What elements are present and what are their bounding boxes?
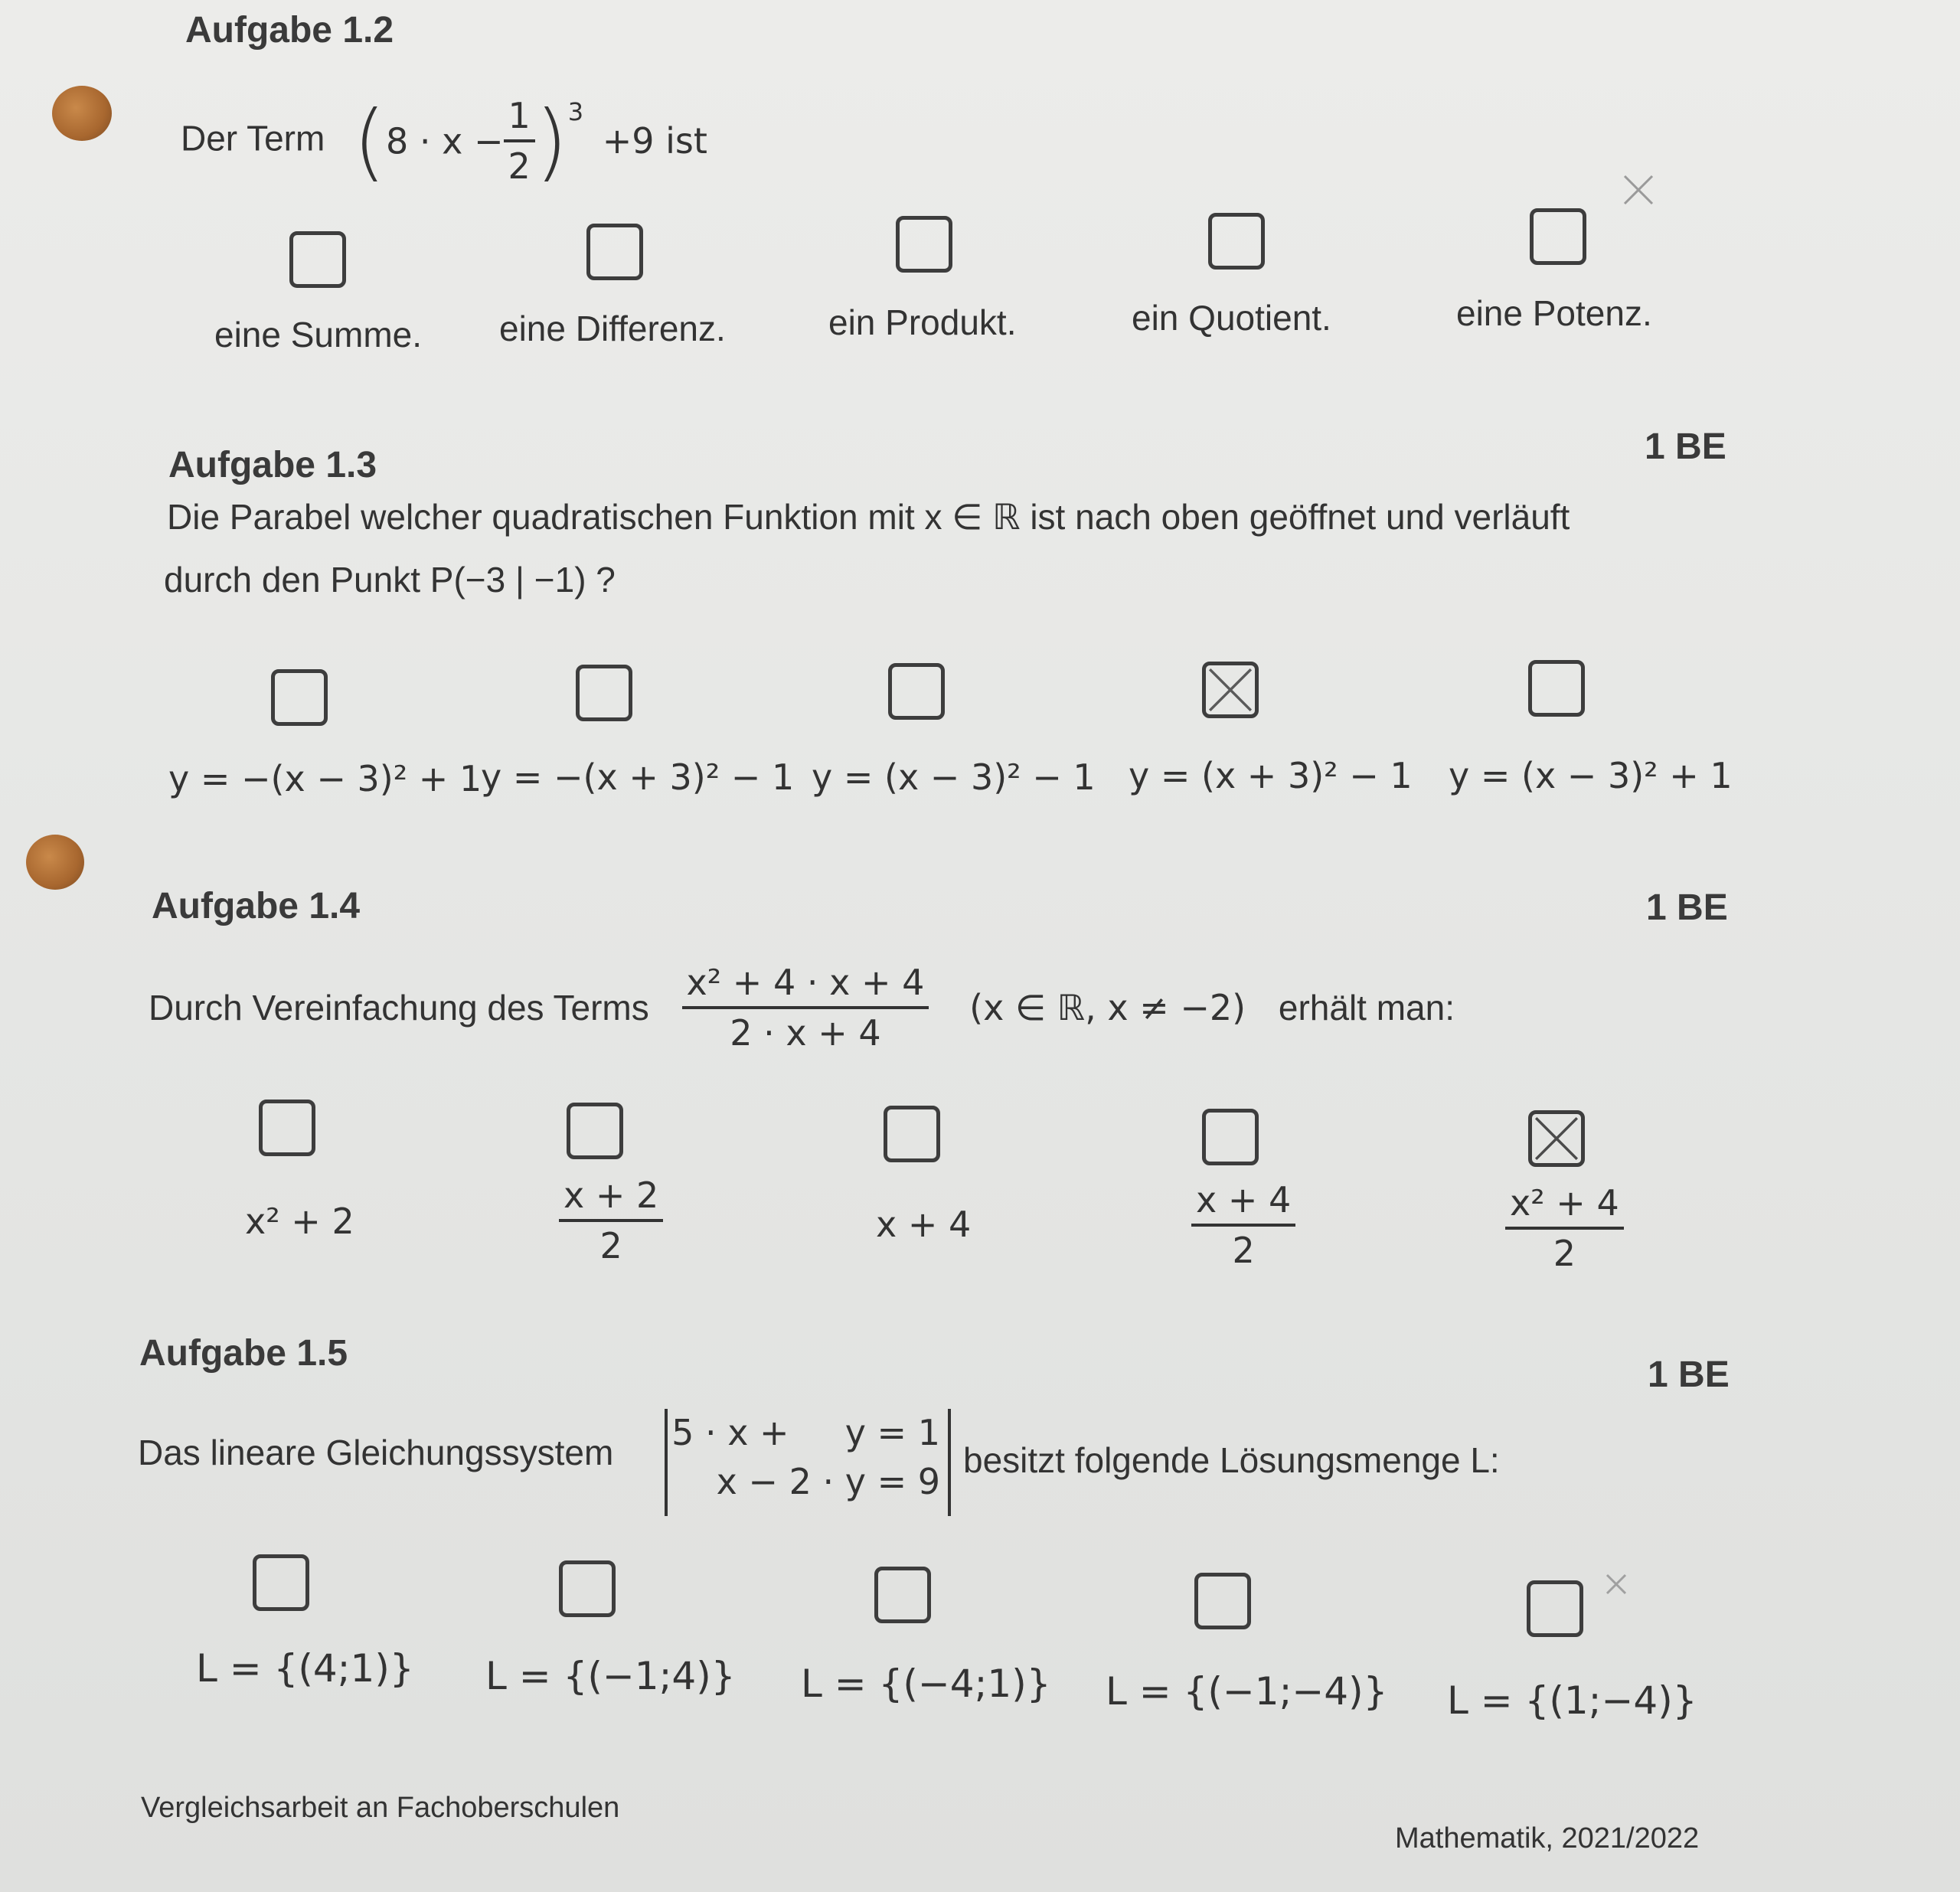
task-1-5-option-3: L = {(−4;1)} [801,1662,1051,1706]
task-1-2-exponent: 3 [567,96,584,126]
task-1-3-option-5: y = (x − 3)² + 1 [1449,755,1733,796]
task-1-4-option-4-num: x + 4 [1191,1179,1295,1227]
task-1-3-points: 1 BE [1645,426,1726,467]
task-1-2-checkbox-4[interactable] [1208,213,1265,270]
task-1-3-checkbox-4-checked[interactable] [1202,662,1259,718]
task-1-3-title: Aufgabe 1.3 [168,445,377,485]
check-cross-icon [1206,665,1255,714]
task-1-4-checkbox-4[interactable] [1202,1109,1259,1165]
check-cross-icon [1532,1114,1581,1163]
task-1-5-checkbox-5[interactable] [1527,1580,1583,1637]
task-1-4-checkbox-2[interactable] [567,1103,623,1159]
task-1-2-title: Aufgabe 1.2 [185,10,394,51]
task-1-3-question-line-2: durch den Punkt P(−3 | −1) ? [164,560,616,600]
task-1-2-option-1: eine Summe. [214,315,423,355]
task-1-3-checkbox-5[interactable] [1528,660,1585,717]
task-1-4-question [149,962,1455,1054]
footer-right: Mathematik, 2021/2022 [1395,1822,1700,1854]
task-1-4-checkbox-5-checked[interactable] [1528,1110,1585,1167]
task-1-2-checkbox-1[interactable] [289,231,346,288]
task-1-5-equation-1: 5 · x + y = 1 [671,1412,940,1453]
task-1-5-title: Aufgabe 1.5 [139,1333,348,1374]
task-1-3-option-1: y = −(x − 3)² + 1 [168,758,482,799]
task-1-3-question-line-1: Die Parabel welcher quadratischen Funktion mit x ∈ ℝ ist nach oben geöffnet und verläuft [167,497,1570,537]
task-1-5-option-4: L = {(−1;−4)} [1106,1669,1388,1714]
punch-hole-bottom [26,835,84,890]
task-1-5-points: 1 BE [1648,1354,1730,1395]
task-1-3-option-3: y = (x − 3)² − 1 [812,756,1096,798]
task-1-4-checkbox-1[interactable] [259,1100,315,1156]
task-1-4-suffix: erhält man: [1278,988,1455,1028]
task-1-5-suffix: besitzt folgende Lösungsmenge L: [963,1440,1500,1480]
task-1-4-prefix: Durch Vereinfachung des Terms [149,988,649,1028]
task-1-3-checkbox-3[interactable] [888,663,945,720]
footer-left: Vergleichsarbeit an Fachoberschulen [141,1792,620,1824]
task-1-3-checkbox-1[interactable] [271,669,328,726]
task-1-2-term: (8 · x − $\frac{1}{2}$ )$^3$ +9 ist [353,92,707,190]
task-1-2-prefix: Der Term [181,118,325,158]
task-1-4-condition: (x ∈ ℝ, x ≠ −2) [969,987,1246,1028]
task-1-3-checkbox-2[interactable] [576,665,632,721]
task-1-4-option-2 [559,1175,663,1266]
task-1-2-option-4: ein Quotient. [1132,298,1331,338]
task-1-4-option-5-num: x² + 4 [1505,1182,1624,1230]
task-1-4-option-2-den: 2 [599,1225,622,1266]
task-1-4-points: 1 BE [1646,887,1728,928]
task-1-5-option-2: L = {(−1;4)} [485,1654,736,1698]
task-1-4-option-4 [1191,1179,1295,1271]
task-1-5-equation-system [665,1409,951,1516]
task-1-4-fraction [682,962,929,1054]
task-1-2-fraction [504,95,535,187]
task-1-5-checkbox-2[interactable] [559,1560,616,1617]
punch-hole-top [52,86,112,141]
task-1-2-checkbox-2[interactable] [586,224,643,280]
pencil-mark-icon [1622,173,1655,207]
task-1-5-checkbox-1[interactable] [253,1554,309,1611]
task-1-2-option-2: eine Differenz. [499,309,726,348]
task-1-2-frac-den: 2 [508,145,531,187]
task-1-2-option-5: eine Potenz. [1456,293,1652,333]
task-1-2-suffix: +9 ist [602,120,707,162]
task-1-4-frac-num: x² + 4 · x + 4 [682,962,929,1009]
task-1-4-option-2-num: x + 2 [559,1175,663,1222]
task-1-2-option-3: ein Produkt. [828,302,1017,342]
task-1-4-option-3: x + 4 [876,1204,972,1245]
task-1-5-prefix: Das lineare Gleichungssystem [138,1433,614,1472]
task-1-5-checkbox-4[interactable] [1194,1573,1251,1629]
task-1-4-frac-den: 2 · x + 4 [730,1012,881,1054]
task-1-3-option-4: y = (x + 3)² − 1 [1129,755,1413,796]
task-1-2-checkbox-5[interactable] [1530,208,1586,265]
task-1-2-frac-num: 1 [504,95,535,142]
task-1-2-term-inner: 8 · x − [386,120,504,162]
pencil-mark-small-icon [1605,1573,1628,1596]
task-1-5-option-5: L = {(1;−4)} [1447,1678,1697,1723]
task-1-5-option-1: L = {(4;1)} [196,1646,414,1691]
task-1-2-question [181,92,707,190]
task-1-4-option-5 [1505,1182,1624,1274]
task-1-5-equation-2: x − 2 · y = 9 [716,1461,940,1502]
task-1-4-checkbox-3[interactable] [884,1106,940,1162]
task-1-5-checkbox-3[interactable] [874,1567,931,1623]
task-1-4-option-4-den: 2 [1232,1230,1255,1271]
task-1-3-option-2: y = −(x + 3)² − 1 [481,756,795,798]
task-1-4-option-1: x² + 2 [245,1201,354,1242]
task-1-4-title: Aufgabe 1.4 [152,886,361,926]
task-1-2-checkbox-3[interactable] [896,216,952,273]
task-1-4-option-5-den: 2 [1553,1233,1576,1274]
